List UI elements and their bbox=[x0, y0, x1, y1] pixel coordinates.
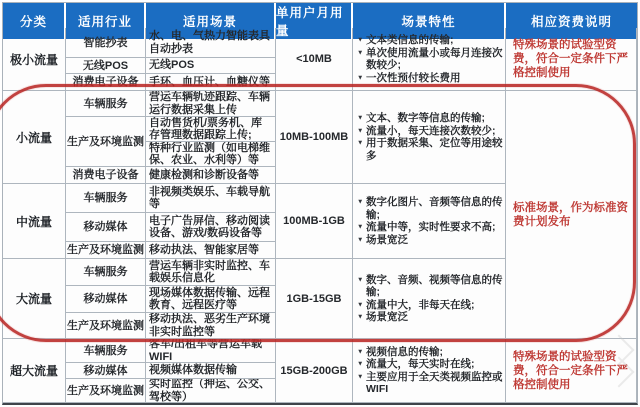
features-cell bbox=[353, 259, 506, 339]
triangle-bullet-icon: ▼ bbox=[357, 223, 364, 231]
feature-text: 流量中大，非每天在线; bbox=[366, 298, 475, 311]
industry-cell: 车辆服务 bbox=[66, 339, 146, 363]
feature-text: 视频信息的传输; bbox=[366, 345, 443, 358]
header-col-scenario: 适用场景 bbox=[146, 3, 276, 39]
scenario-cell: 水、电、气热力智能表具自动抄表 bbox=[146, 28, 276, 58]
scenario-cell: 健康检测和诊断设备等 bbox=[146, 167, 276, 184]
feature-item bbox=[357, 311, 408, 324]
scenario-cell: 移动执法、恶劣生产环境非实时监控等 bbox=[146, 313, 276, 339]
table-body bbox=[3, 28, 637, 403]
category-cell: 极小流量 bbox=[3, 28, 66, 91]
tariff-note: 特殊场景的试验型资费，符合一定条件下严格控制使用 bbox=[506, 339, 637, 403]
usage-cell: 15GB-200GB bbox=[276, 339, 353, 403]
triangle-bullet-icon: ▼ bbox=[357, 373, 364, 380]
triangle-bullet-icon: ▼ bbox=[357, 127, 364, 134]
feature-item bbox=[357, 234, 408, 247]
industry-cell: 智能抄表 bbox=[66, 28, 146, 58]
tariff-note-merged: 标准场景，作为标准资费计划发布 bbox=[506, 91, 637, 339]
header-col-characteristics: 场景特性 bbox=[353, 3, 506, 39]
feature-item bbox=[357, 196, 503, 221]
feature-item bbox=[357, 371, 503, 396]
feature-text: 文本、数字等信息的传输; bbox=[366, 112, 485, 124]
tariff-table bbox=[2, 2, 638, 405]
feature-item bbox=[357, 358, 475, 371]
scenario-cell: 现场媒体数据传输、远程教育、远程医疗等 bbox=[146, 286, 276, 313]
feature-text: 场景宽泛 bbox=[366, 233, 408, 246]
triangle-bullet-icon: ▼ bbox=[357, 236, 364, 243]
industry-cell: 移动媒体 bbox=[66, 213, 146, 242]
scenario-cell: 自动售货机/票务机、库存管理数据跟踪上传; bbox=[146, 117, 276, 142]
scenario-cell: 移动执法、智能家居等 bbox=[146, 242, 276, 259]
header-col-tariff-note: 相应资费说明 bbox=[506, 3, 637, 39]
triangle-bullet-icon: ▼ bbox=[357, 114, 364, 122]
usage-cell: 10MB-100MB bbox=[276, 91, 353, 184]
scenario-cell: 客车/出租车等营运车载WIFI bbox=[146, 339, 276, 363]
scenario-cell: 实时监控（押运、公交、驾校等） bbox=[146, 379, 276, 403]
feature-item bbox=[357, 125, 496, 138]
triangle-bullet-icon: ▼ bbox=[357, 139, 364, 147]
industry-cell: 生产及环境监测 bbox=[66, 242, 146, 259]
feature-item bbox=[357, 72, 461, 85]
features-cell bbox=[353, 339, 506, 403]
feature-text: 流量小，每天连接次数较少; bbox=[366, 124, 496, 137]
industry-cell: 移动媒体 bbox=[66, 286, 146, 313]
features-cell bbox=[353, 184, 506, 259]
table-header-row bbox=[3, 3, 637, 38]
feature-item bbox=[357, 34, 454, 47]
industry-cell: 移动媒体 bbox=[66, 363, 146, 379]
triangle-bullet-icon: ▼ bbox=[357, 74, 364, 81]
feature-text: 流量大，每天实时在线; bbox=[366, 358, 475, 370]
triangle-bullet-icon: ▼ bbox=[357, 348, 364, 355]
triangle-bullet-icon: ▼ bbox=[357, 313, 364, 321]
industry-cell: 车辆服务 bbox=[66, 91, 146, 117]
features-cell bbox=[353, 91, 506, 184]
feature-item bbox=[357, 299, 475, 312]
triangle-bullet-icon: ▼ bbox=[357, 360, 364, 368]
triangle-bullet-icon: ▼ bbox=[357, 276, 364, 283]
feature-item bbox=[357, 47, 503, 72]
feature-item bbox=[357, 112, 485, 125]
feature-text: 数字、音频、视频等信息的传输; bbox=[366, 273, 503, 298]
industry-cell: 车辆服务 bbox=[66, 259, 146, 286]
industry-cell: 生产及环境监测 bbox=[66, 313, 146, 339]
feature-item bbox=[357, 274, 503, 299]
feature-item bbox=[357, 346, 443, 359]
header-col-category: 分类 bbox=[3, 3, 66, 39]
header-col-industry: 适用行业 bbox=[66, 3, 146, 39]
triangle-bullet-icon: ▼ bbox=[357, 198, 364, 206]
feature-item bbox=[357, 137, 503, 162]
industry-cell: 消费电子设备 bbox=[66, 74, 146, 91]
usage-cell: 100MB-1GB bbox=[276, 184, 353, 259]
usage-cell: <10MB bbox=[276, 28, 353, 91]
triangle-bullet-icon: ▼ bbox=[357, 49, 364, 56]
feature-text: 数字化图片、音频等信息的传输; bbox=[366, 196, 503, 221]
scenario-cell: 特种行业监测（如电梯维保、农业、水利等）等 bbox=[146, 142, 276, 167]
industry-cell: 消费电子设备 bbox=[66, 167, 146, 184]
category-cell: 超大流量 bbox=[3, 339, 66, 403]
feature-text: 文本类信息的传输; bbox=[366, 34, 454, 46]
scenario-cell: 非视频类娱乐、车载导航等 bbox=[146, 184, 276, 213]
scenario-cell: 电子广告屏信、移动阅读设备、游戏/数码设备等 bbox=[146, 213, 276, 242]
feature-text: 用于数据采集、定位等用途较多 bbox=[366, 137, 503, 162]
scenario-cell: 手环、血压计、血糖仪等 bbox=[146, 74, 276, 91]
scenario-cell: 无线POS bbox=[146, 58, 276, 74]
scenario-cell: 营运车辆轨迹跟踪、车辆运行数据采集上传 bbox=[146, 91, 276, 117]
feature-text: 主要应用于全天类视频监控或WIFI bbox=[366, 370, 503, 395]
category-cell: 中流量 bbox=[3, 184, 66, 259]
features-cell bbox=[353, 28, 506, 91]
feature-text: 流量中等，实时性要求不高; bbox=[366, 221, 496, 233]
feature-text: 单次使用流量小或每月连接次数较少; bbox=[366, 46, 503, 71]
industry-cell: 无线POS bbox=[66, 58, 146, 74]
industry-cell: 生产及环境监测 bbox=[66, 379, 146, 403]
category-cell: 大流量 bbox=[3, 259, 66, 339]
scenario-cell: 视频媒体数据传输 bbox=[146, 363, 276, 379]
feature-text: 场景宽泛 bbox=[366, 311, 408, 323]
feature-item bbox=[357, 221, 496, 234]
industry-cell: 生产及环境监测 bbox=[66, 117, 146, 167]
triangle-bullet-icon: ▼ bbox=[357, 36, 364, 44]
feature-text: 一次性预付较长费用 bbox=[366, 71, 461, 84]
usage-cell: 1GB-15GB bbox=[276, 259, 353, 339]
scenario-cell: 营运车辆非实时监控、车载娱乐信息化 bbox=[146, 259, 276, 286]
header-col-monthly-usage: 单用户月用量 bbox=[276, 3, 353, 39]
industry-cell: 车辆服务 bbox=[66, 184, 146, 213]
tariff-note: 特殊场景的试验型资费，符合一定条件下严格控制使用 bbox=[506, 28, 637, 91]
category-cell: 小流量 bbox=[3, 91, 66, 184]
triangle-bullet-icon: ▼ bbox=[357, 301, 364, 308]
